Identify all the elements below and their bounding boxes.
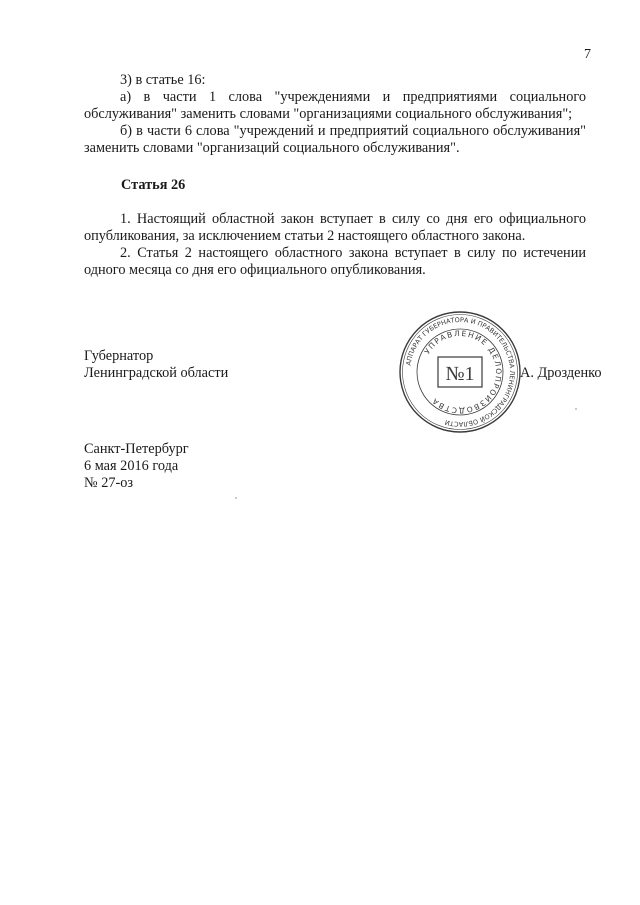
article-body <box>84 211 586 279</box>
signatory-title-line-2: Ленинградской области <box>84 365 229 381</box>
article-paragraph-1: 1. Настоящий областной закон вступает в силу со дня его официального опубликования, за исключением статьи 2 настоящего областного закона. <box>84 211 586 244</box>
seal-number: №1 <box>445 363 475 385</box>
signing-date: 6 мая 2016 года <box>84 458 179 474</box>
amendment-item-b: б) в части 6 слова "учреждений и предприятий социального обслуживания" заменить словами "организаций социального обслуживания". <box>84 123 586 156</box>
amendment-item-a: а) в части 1 слова "учреждениями и предприятиями социального обслуживания" заменить словами "организациями социального обслуживания"; <box>84 89 586 122</box>
scan-speck <box>235 497 237 499</box>
scan-speck <box>575 408 577 410</box>
signatory-name: А. Дрозденко <box>520 365 602 381</box>
amendment-block <box>84 72 586 157</box>
article-heading: Статья 26 <box>121 177 186 193</box>
article-paragraph-2: 2. Статья 2 настоящего областного закона вступает в силу по истечении одного месяца со дня его официального опубликования. <box>84 245 586 278</box>
signing-place-date <box>84 441 189 492</box>
page-number: 7 <box>584 47 591 62</box>
seal-outer-text: АППАРАТ ГУБЕРНАТОРА И ПРАВИТЕЛЬСТВА ЛЕНИНГРАДСКОЙ ОБЛАСТИ <box>404 315 517 429</box>
seal-inner-text: УПРАВЛЕНИЕ ДЕЛОПРОИЗВОДСТВА <box>422 328 504 416</box>
official-seal <box>398 310 522 434</box>
signatory-title <box>84 348 228 382</box>
signing-city: Санкт-Петербург <box>84 441 189 457</box>
amendment-intro: 3) в статье 16: <box>120 72 206 88</box>
signatory-title-line-1: Губернатор <box>84 348 154 364</box>
law-number: № 27-оз <box>84 475 134 491</box>
